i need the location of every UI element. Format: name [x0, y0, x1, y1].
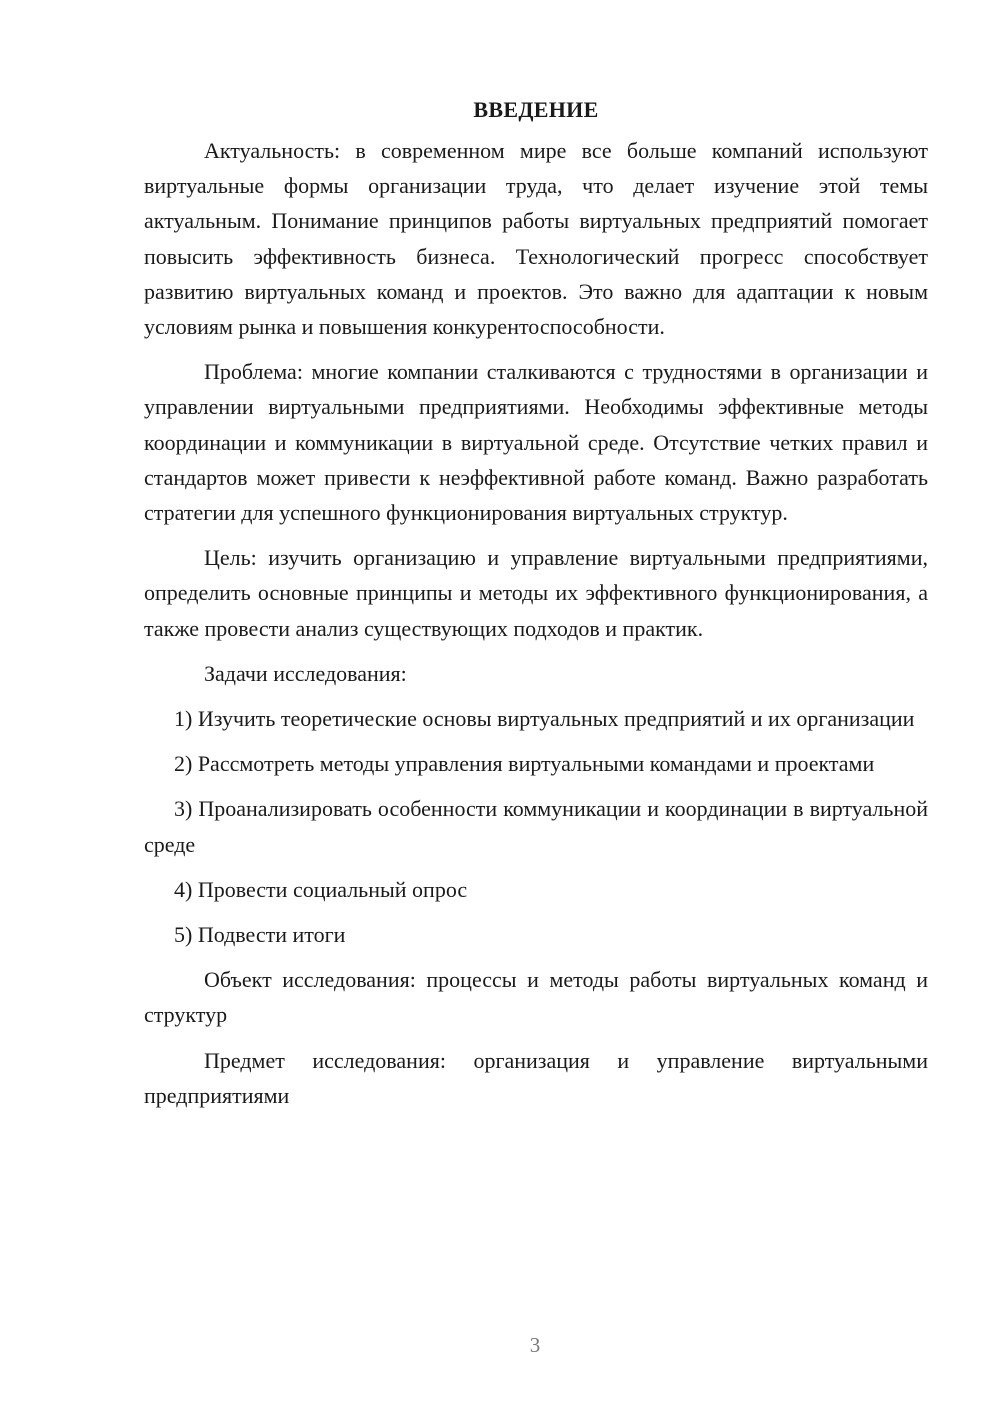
page-content	[144, 92, 928, 1123]
task-item-4: 4) Провести социальный опрос	[174, 876, 468, 902]
task-item-2: 2) Рассмотреть методы управления виртуальными командами и проектами	[174, 751, 875, 777]
subject-paragraph: Предмет исследования: организация и управление виртуальными предприятиями	[144, 1047, 928, 1108]
task-item-5: 5) Подвести итоги	[174, 922, 346, 948]
problem-paragraph: Проблема: многие компании сталкиваются с трудностями в организации и управлении виртуальными предприятиями. Необходимы эффективные методы координации и коммуникации в виртуальной среде. Отсутствие четких правил и стандартов может привести к неэффективной работе команд. Важно разработать стратегии для успешного функционирования виртуальных структур.	[144, 359, 928, 526]
section-title: ВВЕДЕНИЕ	[473, 97, 599, 122]
page-number: 3	[529, 1333, 541, 1357]
task-item-3: 3) Проанализировать особенности коммуникации и координации в виртуальной среде	[144, 796, 928, 857]
task-item-1: 1) Изучить теоретические основы виртуальных предприятий и их организации	[174, 706, 915, 732]
goal-paragraph: Цель: изучить организацию и управление виртуальными предприятиями, определить основные принципы и методы их эффективного функционирования, а также провести анализ существующих подходов и практик.	[144, 545, 928, 641]
relevance-paragraph: Актуальность: в современном мире все больше компаний используют виртуальные формы организации труда, что делает изучение этой темы актуальным. Понимание принципов работы виртуальных предприятий помогает повысить эффективность бизнеса. Технологический прогресс способствует развитию виртуальных команд и проектов. Это важно для адаптации к новым условиям рынка и повышения конкурентоспособности.	[144, 138, 928, 340]
object-paragraph: Объект исследования: процессы и методы работы виртуальных команд и структур	[144, 967, 928, 1028]
tasks-heading: Задачи исследования:	[204, 660, 407, 686]
